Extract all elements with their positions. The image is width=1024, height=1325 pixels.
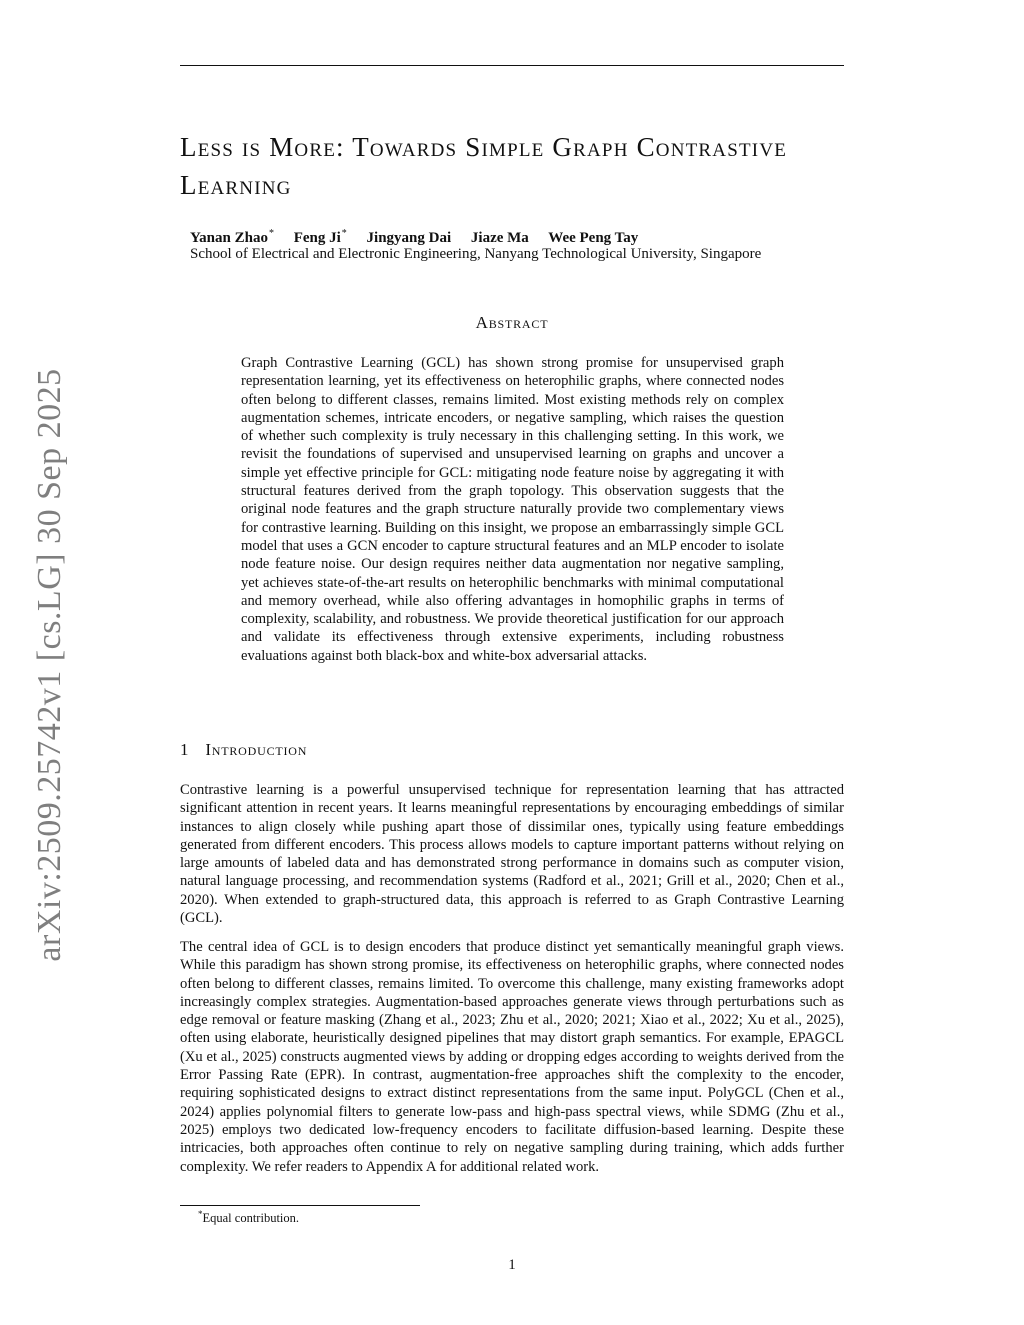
page-number: 1	[508, 1257, 516, 1273]
affiliation: School of Electrical and Electronic Engineering, Nanyang Technological University, Singapore	[190, 246, 762, 262]
author-name: Jingyang Dai	[366, 230, 452, 246]
author-name: Yanan Zhao*	[190, 228, 274, 246]
section-title: Introduction	[205, 740, 308, 759]
abstract-text: Graph Contrastive Learning (GCL) has shown strong promise for unsupervised graph representation learning, yet its effectiveness on heterophilic graphs, where connected nodes often belong to different classes, remains limited. Most existing methods rely on complex augmentation schemes, intricate encoders, or negative sampling, which raises the question of whether such complexity is truly necessary in this challenging setting. In this work, we revisit the foundations of supervised and unsupervised learning on graphs and uncover a simple yet effective principle for GCL: mitigating node feature noise by aggregating it with structural features derived from the graph topology. This observation suggests that the original node features and the graph structure naturally provide two complementary views for contrastive learning. Building on this insight, we propose an embarrassingly simple GCL model that uses a GCN encoder to capture structural features and an MLP encoder to isolate node feature noise. Our design requires neither data augmentation nor negative sampling, yet achieves state-of-the-art results on heterophilic benchmarks with minimal computational and memory overhead, while also offering advantages in homophilic graphs in terms of complexity, scalability, and robustness. We provide theoretical justification for our approach and validate its effectiveness through extensive experiments, including robustness evaluations against both black-box and white-box adversarial attacks.	[241, 355, 784, 664]
arxiv-stamp: arXiv:2509.25742v1 [cs.LG] 30 Sep 2025	[31, 368, 68, 962]
top-rule	[180, 65, 844, 66]
author-list	[190, 228, 654, 247]
footnote	[198, 1209, 299, 1226]
author-name: Feng Ji*	[293, 228, 347, 246]
body-paragraph: The central idea of GCL is to design encoders that produce distinct yet semantically meaningful graph views. While this paradigm has shown strong promise, its effectiveness on heterophilic graphs, where connected nodes often belong to different classes, remains limited. To overcome this challenge, many existing frameworks adopt increasingly complex strategies. Augmentation-based approaches generate views through perturbations such as edge removal or feature masking (Zhang et al., 2023; Zhu et al., 2020; 2021; Xiao et al., 2022; Xu et al., 2025), often using elaborate, heuristically designed pipelines that may distort graph semantics. For example, EPAGCL (Xu et al., 2025) constructs augmented views by adding or dropping edges according to weights derived from the Error Passing Rate (EPR). In contrast, augmentation-free approaches shift the complexity to the encoder, requiring sophisticated designs to extract distinct representations from the same input. PolyGCL (Chen et al., 2024) applies polynomial filters to generate low-pass and high-pass spectral views, while SDMG (Zhu et al., 2025) employs two dedicated low-frequency encoders to facilitate diffusion-based learning. Despite these intricacies, both approaches often continue to rely on negative sampling during training, which adds further complexity. We refer readers to Appendix A for additional related work.	[180, 939, 844, 1175]
author-name: Wee Peng Tay	[548, 230, 639, 246]
body-paragraph: Contrastive learning is a powerful unsupervised technique for representation learning that has attracted significant attention in recent years. It learns meaningful representations by encouraging embeddings of similar instances to align closely while pushing apart those of dissimilar ones, typically using feature embeddings generated from different encoders. This process allows models to capture important patterns without relying on large amounts of labeled data and has demonstrated strong performance in domains such as computer vision, natural language processing, and recommendation systems (Radford et al., 2021; Grill et al., 2020; Chen et al., 2020). When extended to graph-structured data, this approach is referred to as Graph Contrastive Learning (GCL).	[180, 782, 844, 927]
footnote-rule	[180, 1205, 420, 1206]
footnote-mark: *	[198, 1209, 203, 1219]
abstract-heading: Abstract	[475, 313, 549, 332]
section-number: 1	[180, 740, 190, 759]
paper-title: Less is More: Towards Simple Graph Contrastive Learning	[180, 132, 788, 200]
section-heading	[180, 740, 307, 760]
footnote-text: Equal contribution.	[202, 1211, 300, 1226]
author-name: Jiaze Ma	[470, 230, 529, 246]
